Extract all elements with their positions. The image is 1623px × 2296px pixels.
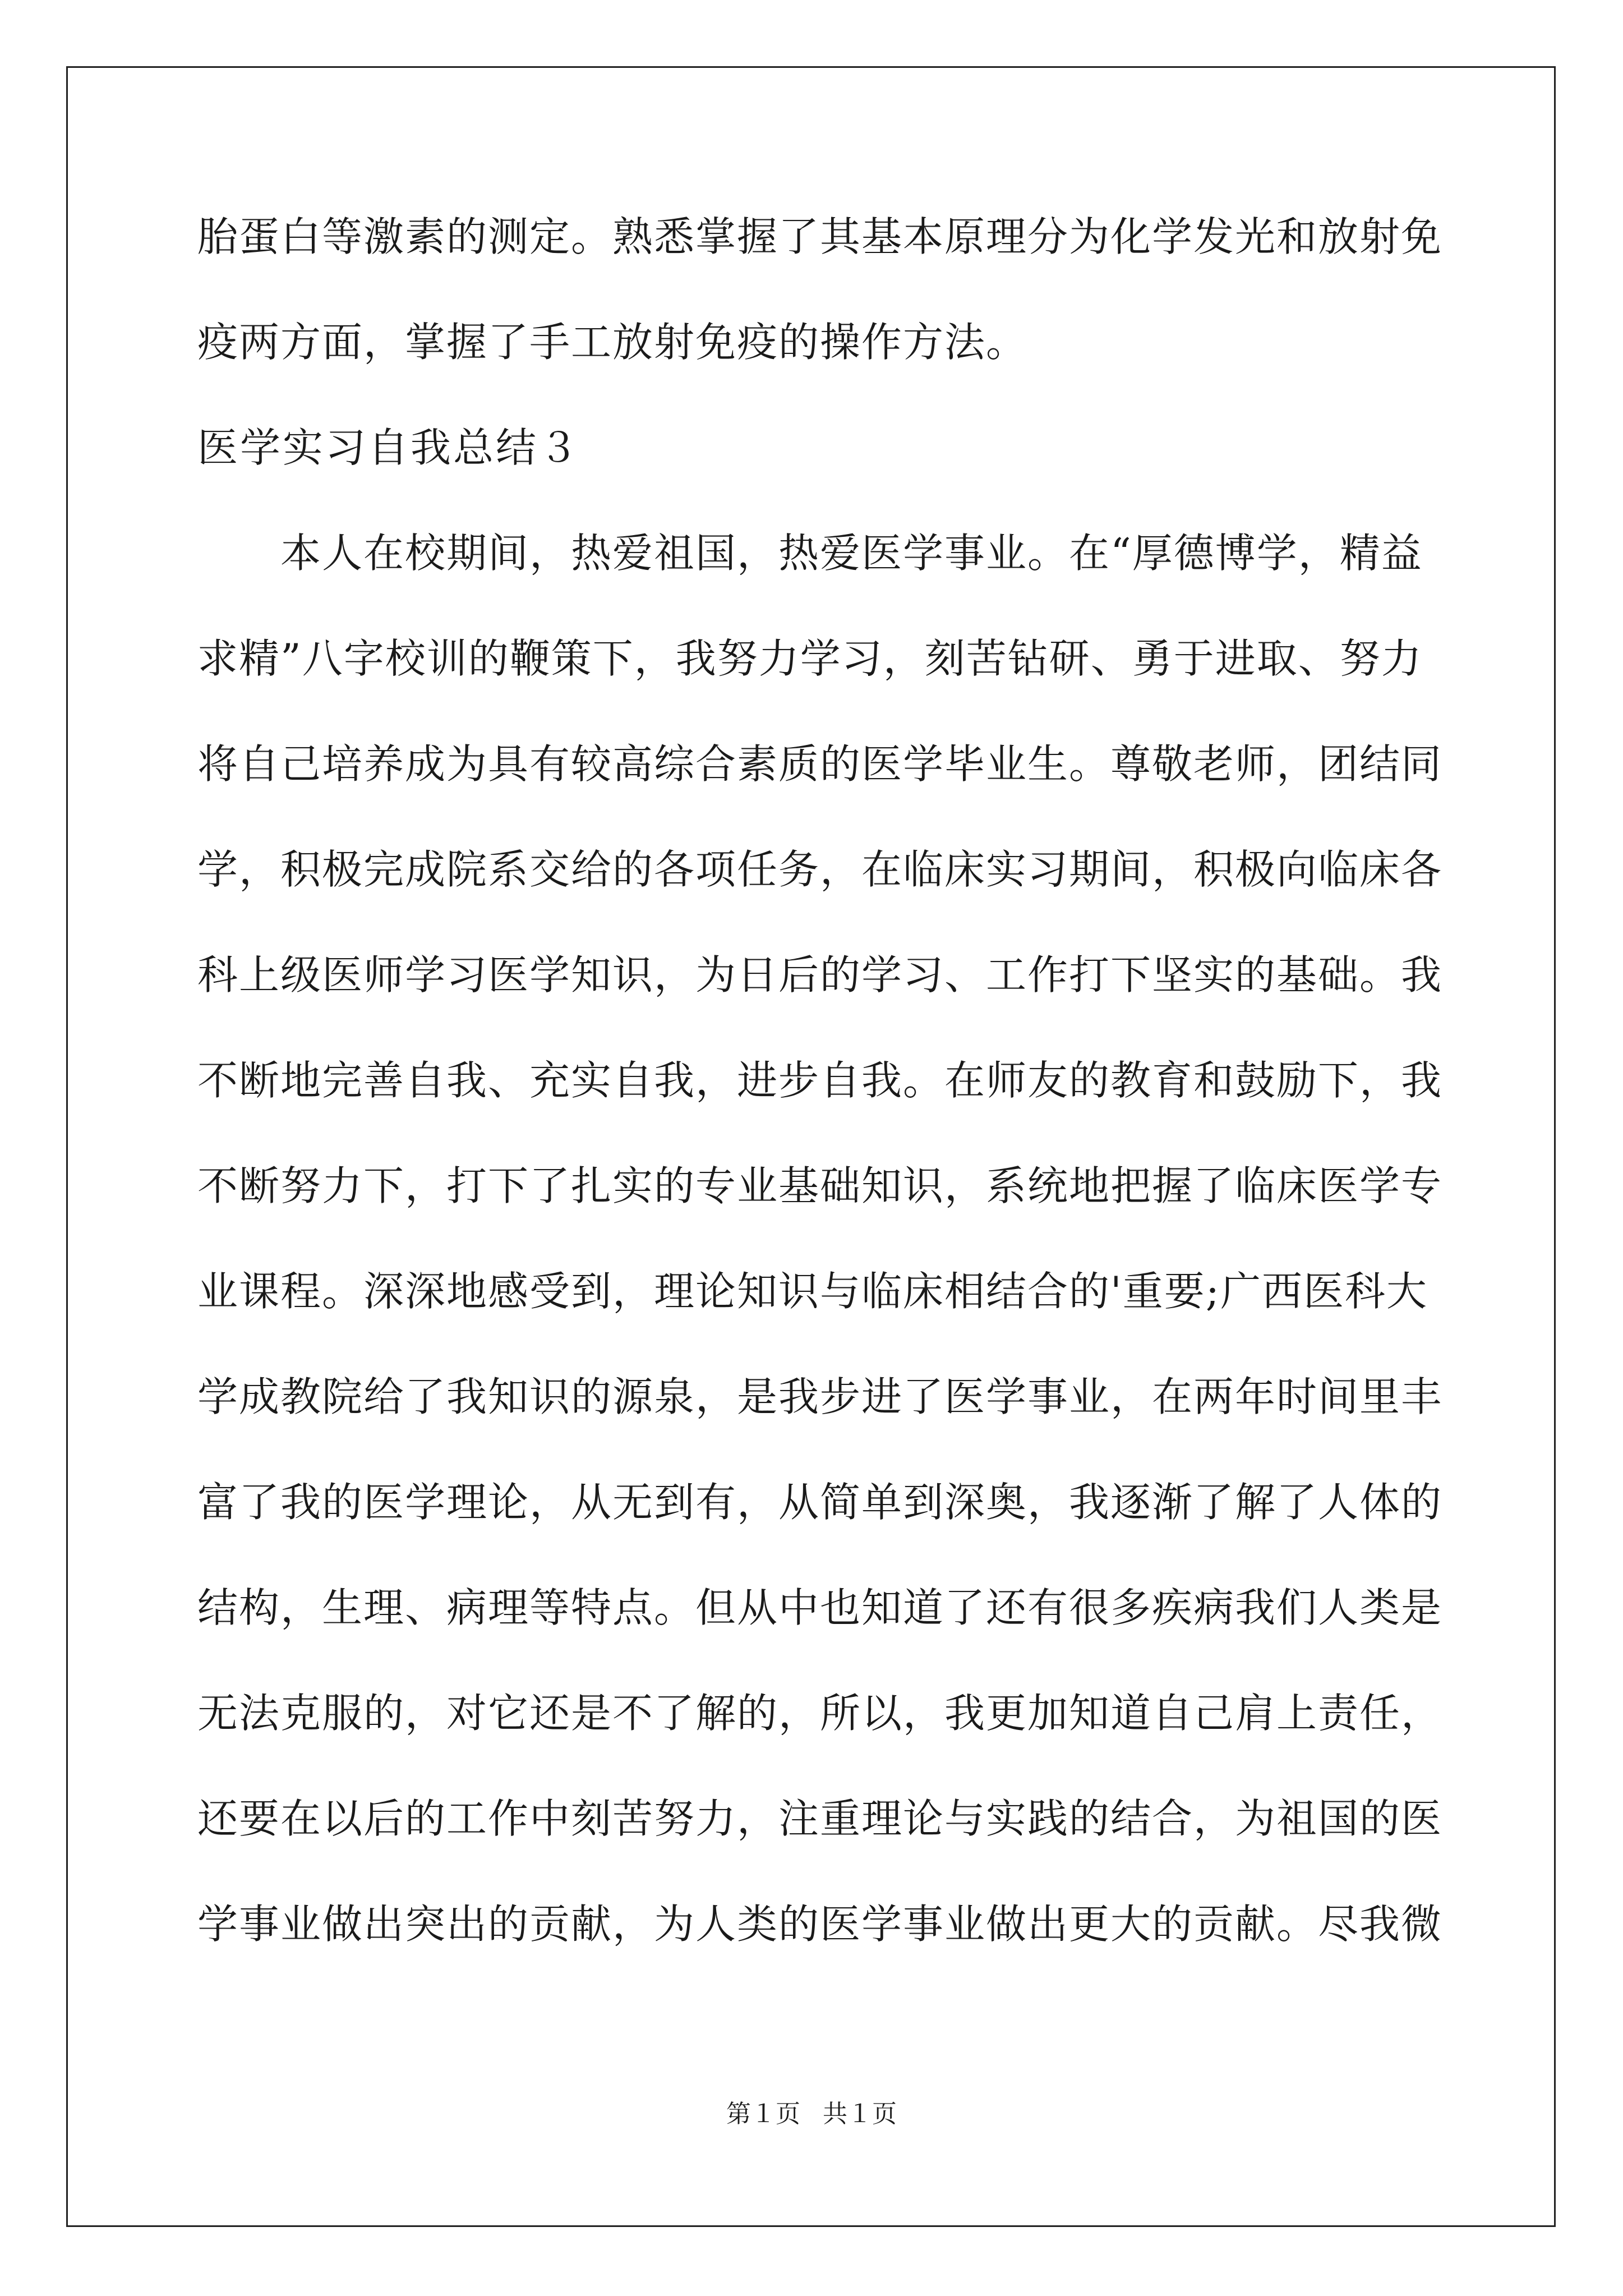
text-line: 胎蛋白等激素的测定。熟悉掌握了其基本原理分为化学发光和放射免: [197, 213, 1443, 260]
text-line: 无法克服的，对它还是不了解的，所以，我更加知道自己肩上责任，: [197, 1690, 1443, 1737]
text-line: 还要在以后的工作中刻苦努力，注重理论与实践的结合，为祖国的医: [197, 1795, 1443, 1842]
document-body: [197, 209, 1443, 2001]
page-footer: [0, 2093, 1623, 2129]
text-line: 学，积极完成院系交给的各项任务，在临床实习期间，积极向临床各: [197, 846, 1443, 893]
text-line: 结构，生理、病理等特点。但从中也知道了还有很多疾病我们人类是: [197, 1584, 1443, 1631]
text-line: 疫两方面，掌握了手工放射免疫的操作方法。: [197, 319, 1028, 366]
paragraph-first-line: 本人在校期间，热爱祖国，热爱医学事业。在“厚德博学，精益: [280, 530, 1423, 577]
page-number: 第１页: [726, 2100, 800, 2128]
text-line: 将自己培养成为具有较高综合素质的医学毕业生。尊敬老师，团结同: [197, 740, 1443, 788]
text-line: 不断努力下，打下了扎实的专业基础知识，系统地把握了临床医学专: [197, 1162, 1443, 1209]
section-heading: 医学实习自我总结３: [197, 424, 582, 471]
text-line: 求精”八字校训的鞭策下，我努力学习，刻苦钻研、勇于进取、努力: [197, 635, 1423, 682]
text-line: 业课程。深深地感受到，理论知识与临床相结合的'重要;广西医科大: [197, 1268, 1428, 1315]
text-line: 科上级医师学习医学知识，为日后的学习、工作打下坚实的基础。我: [197, 951, 1443, 999]
text-line: 不断地完善自我、充实自我，进步自我。在师友的教育和鼓励下，我: [197, 1057, 1443, 1104]
text-line: 富了我的医学理论，从无到有，从简单到深奥，我逐渐了解了人体的: [197, 1479, 1443, 1526]
page-total: 共１页: [823, 2100, 897, 2128]
text-line: 学事业做出突出的贡献，为人类的医学事业做出更大的贡献。尽我微: [197, 1901, 1443, 1948]
text-line: 学成教院给了我知识的源泉，是我步进了医学事业，在两年时间里丰: [197, 1373, 1443, 1420]
